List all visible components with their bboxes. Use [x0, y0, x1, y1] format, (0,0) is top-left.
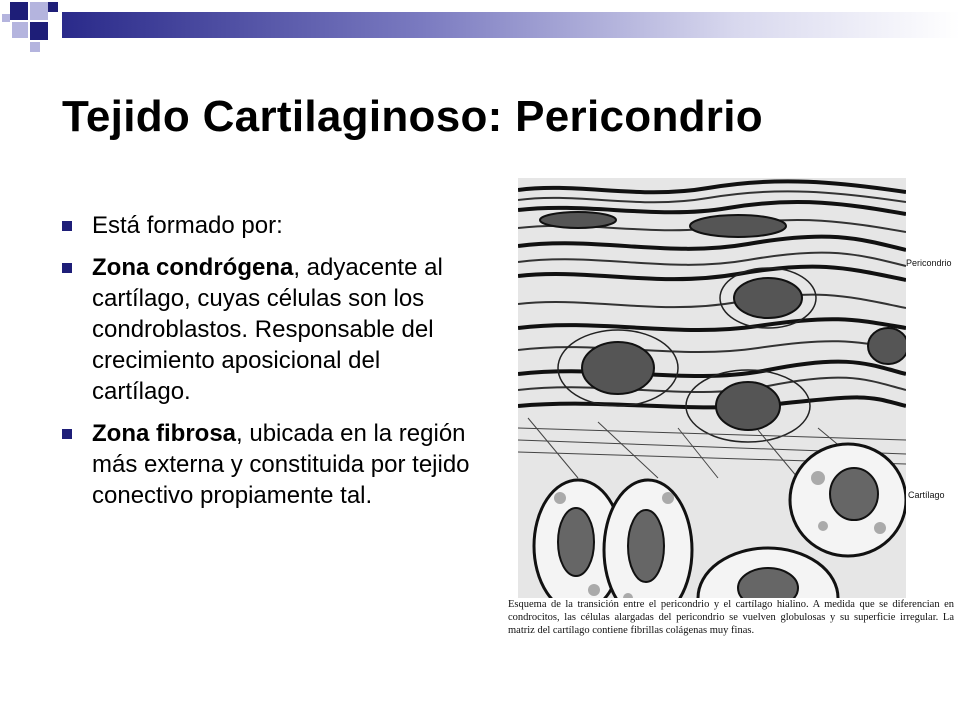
deco-square	[2, 14, 10, 22]
figure-label-cartilago: Cartílago	[908, 490, 945, 500]
deco-square	[48, 2, 58, 12]
bullet-bold-term: Zona fibrosa	[92, 420, 237, 447]
figure-caption: Esquema de la transición entre el pericondrio y el cartílago hialino. A medida que se diferencian en condrocitos, las células alargadas del pericondrio se vuelven globulosas y su superficie irregular. La matriz del cartílago contiene fibrillas colágenas muy finas.	[508, 599, 954, 636]
deco-square	[30, 42, 40, 52]
bullet-bold-term: Zona condrógena	[92, 254, 294, 281]
deco-square	[30, 2, 48, 20]
bullet-list	[62, 210, 482, 522]
histology-drawing	[518, 178, 906, 598]
bullet-item	[62, 252, 482, 407]
bullet-item	[62, 210, 482, 241]
bullet-item	[62, 418, 482, 511]
bullet-text: Está formado por:	[92, 212, 283, 239]
header-gradient-bar	[62, 12, 960, 38]
bullet-text: , ubicada en la región más externa y constituida por tejido conectivo propiamente tal.	[92, 420, 470, 509]
slide-title: Tejido Cartilaginoso: Pericondrio	[62, 92, 763, 141]
bullet-text: , adyacente al cartílago, cuyas células son los condroblastos. Responsable del crecimiento aposicional del cartílago.	[92, 254, 443, 405]
deco-square	[10, 2, 28, 20]
deco-square	[30, 22, 48, 40]
deco-square	[12, 22, 28, 38]
figure-label-pericondrio: Pericondrio	[906, 258, 952, 268]
histology-illustration	[518, 178, 906, 598]
